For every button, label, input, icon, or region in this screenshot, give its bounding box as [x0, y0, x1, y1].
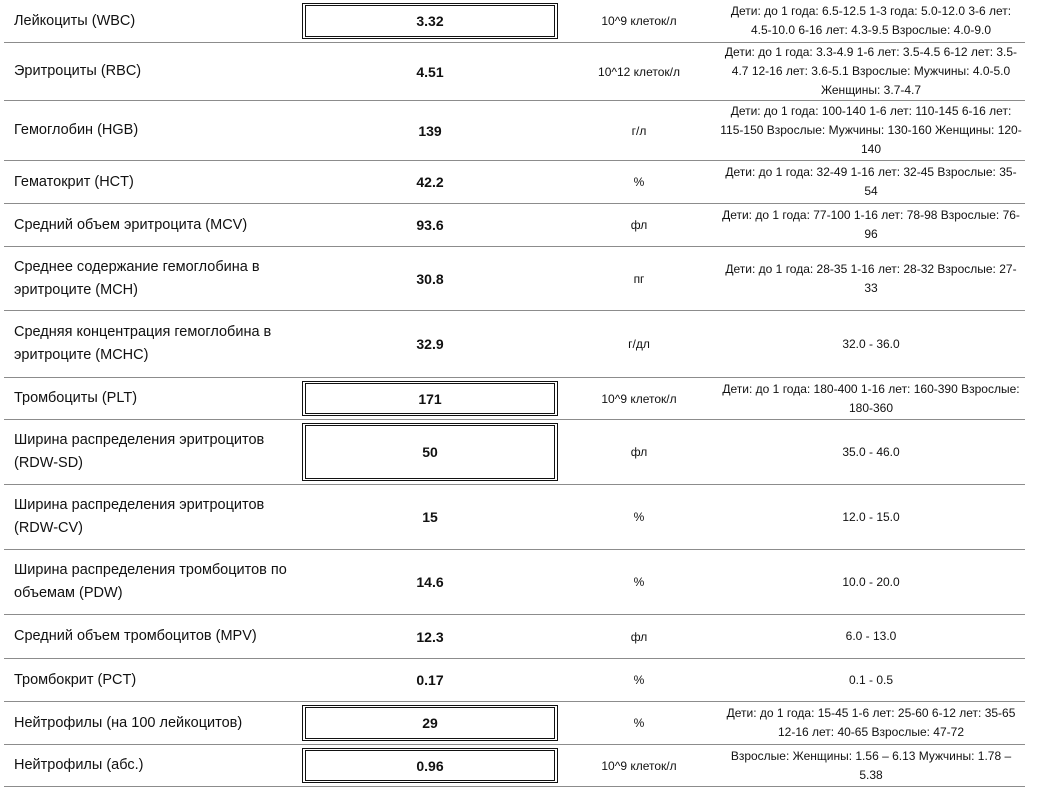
table-row [4, 43, 1025, 101]
test-value: 42.2 [416, 174, 444, 190]
test-unit: 10^12 клеток/л [598, 64, 680, 79]
test-unit: % [633, 716, 645, 730]
test-value: 12.3 [416, 628, 444, 645]
reference-range: 6.0 - 13.0 [845, 629, 897, 643]
table-row [4, 101, 1025, 161]
test-name: Средний объем тромбоцитов (MPV) [14, 628, 257, 644]
test-unit: % [633, 510, 645, 524]
table-row [4, 247, 1025, 311]
reference-range: Дети: до 1 года: 32-49 1-16 лет: 32-45 Взрослые: 35-54 [725, 165, 1017, 198]
test-name: Гемоглобин (HGB) [14, 122, 139, 138]
reference-range: Дети: до 1 года: 77-100 1-16 лет: 78-98 Взрослые: 76-96 [722, 208, 1020, 241]
table-row [4, 311, 1025, 378]
test-name: Средний объем эритроцита (MCV) [14, 216, 248, 233]
test-value-flagged: 0.96 [300, 745, 560, 786]
table-row [4, 485, 1025, 550]
test-value: 30.8 [416, 270, 444, 287]
test-unit: 10^9 клеток/л [601, 391, 677, 406]
reference-range: Взрослые: Женщины: 1.56 – 6.13 Мужчины: 1.78 – 5.38 [730, 748, 1012, 782]
test-name: Нейтрофилы (абс.) [14, 757, 144, 773]
test-value: 14.6 [416, 574, 444, 590]
table-row [4, 745, 1025, 787]
table-row [4, 659, 1025, 702]
test-value-flagged: 3.32 [300, 0, 560, 42]
test-unit: 10^9 клеток/л [601, 14, 677, 28]
test-unit: % [633, 575, 645, 589]
table-row [4, 615, 1025, 659]
test-value: 93.6 [416, 217, 444, 233]
table-row [4, 550, 1025, 615]
reference-range: Дети: до 1 года: 100-140 1-6 лет: 110-145 6-16 лет: 115-150 Взрослые: Мужчины: 130-160 Женщины: 120-140 [720, 104, 1022, 156]
test-unit: % [633, 175, 645, 189]
table-row [4, 378, 1025, 420]
test-value: 0.17 [416, 672, 444, 688]
test-name: Гематокрит (HCT) [14, 173, 134, 190]
test-value: 15 [422, 509, 438, 525]
test-name: Среднее содержание гемоглобина в эритроците (MCH) [14, 258, 260, 298]
table-row [4, 161, 1025, 204]
reference-range: 0.1 - 0.5 [848, 672, 894, 687]
test-value: 139 [418, 122, 442, 139]
test-unit: фл [630, 445, 648, 459]
test-value: 32.9 [416, 336, 444, 352]
test-value: 4.51 [416, 63, 444, 80]
test-unit: фл [630, 218, 648, 232]
reference-range: Дети: до 1 года: 6.5-12.5 1-3 года: 5.0-12.0 3-6 лет: 4.5-10.0 6-16 лет: 4.3-9.5 Взрослые: 4.0-9.0 [730, 4, 1012, 37]
test-value-flagged: 29 [300, 702, 560, 744]
table-row [4, 420, 1025, 485]
test-name: Ширина распределения эритроцитов (RDW-SD) [14, 432, 265, 471]
reference-range: 10.0 - 20.0 [842, 574, 900, 589]
test-name: Тромбокрит (PCT) [14, 671, 137, 688]
test-unit: г/л [631, 123, 647, 138]
reference-range: 32.0 - 36.0 [842, 336, 900, 351]
reference-range: 12.0 - 15.0 [842, 509, 900, 524]
test-name: Тромбоциты (PLT) [14, 390, 138, 406]
lab-results-table [4, 0, 1025, 787]
table-row [4, 0, 1025, 43]
reference-range: Дети: до 1 года: 3.3-4.9 1-6 лет: 3.5-4.5 6-12 лет: 3.5-4.7 12-16 лет: 3.6-5.1 Взрослые: Мужчины: 4.0-5.0 Женщины: 3.7-4.7 [724, 45, 1018, 97]
reference-range: 35.0 - 46.0 [842, 444, 900, 459]
test-value-flagged: 50 [300, 420, 560, 484]
test-unit: 10^9 клеток/л [601, 758, 677, 773]
test-name: Нейтрофилы (на 100 лейкоцитов) [14, 714, 243, 731]
table-row [4, 702, 1025, 745]
test-name: Средняя концентрация гемоглобина в эритроците (MCHC) [14, 324, 272, 363]
test-value-flagged: 171 [300, 378, 560, 419]
test-name: Лейкоциты (WBC) [14, 12, 136, 29]
test-unit: г/дл [628, 337, 650, 351]
test-unit: пг [633, 271, 645, 286]
test-name: Эритроциты (RBC) [14, 63, 142, 79]
table-row [4, 204, 1025, 247]
test-unit: фл [630, 629, 648, 644]
reference-range: Дети: до 1 года: 180-400 1-16 лет: 160-390 Взрослые: 180-360 [722, 381, 1020, 415]
test-name: Ширина распределения эритроцитов (RDW-CV) [14, 497, 265, 536]
test-name: Ширина распределения тромбоцитов по объемам (PDW) [14, 562, 287, 601]
test-unit: % [633, 673, 645, 687]
reference-range: Дети: до 1 года: 28-35 1-16 лет: 28-32 Взрослые: 27-33 [725, 261, 1017, 295]
reference-range: Дети: до 1 года: 15-45 1-6 лет: 25-60 6-12 лет: 35-65 12-16 лет: 40-65 Взрослые: 47-72 [726, 706, 1016, 739]
